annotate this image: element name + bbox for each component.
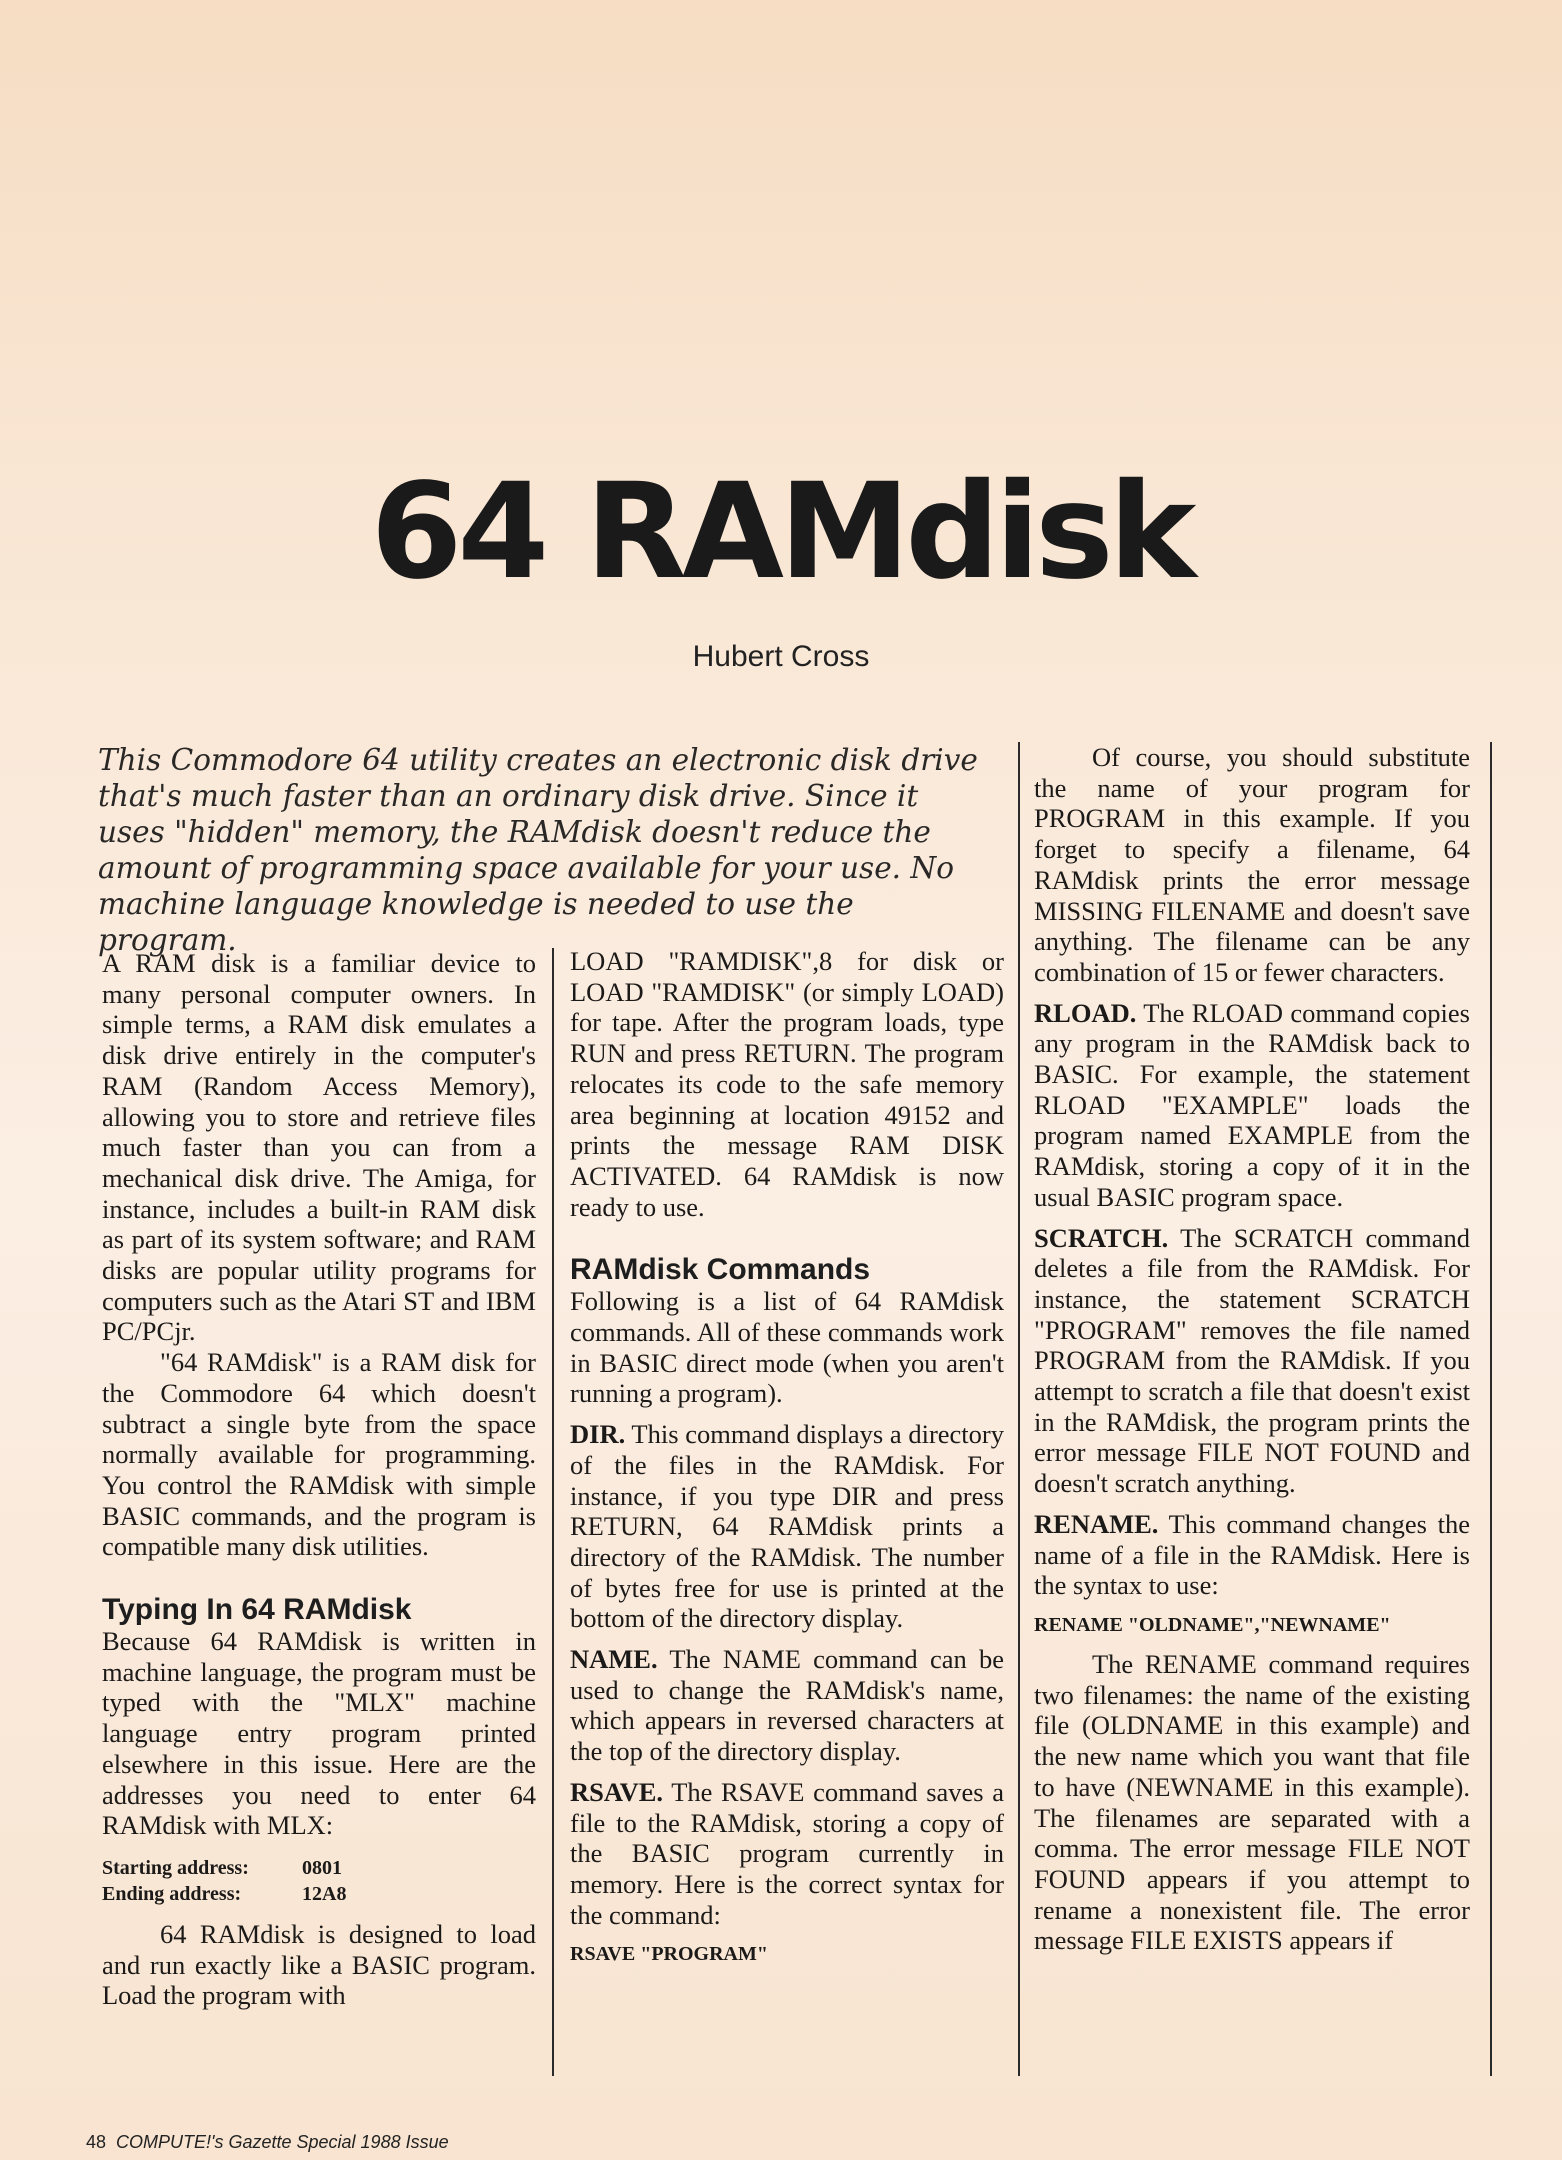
text-column-1 xyxy=(102,948,536,2011)
paragraph: Of course, you should substitute the name of your program for PROGRAM in this example. If you forget to specify a filename, 64 RAMdisk prints the error message MISSING FILENAME and doesn't save anything. The filename can be any combination of 15 or fewer characters. xyxy=(1034,742,1470,987)
command-description: The RLOAD command copies any program in the RAMdisk back to BASIC. For example, the statement RLOAD "EXAMPLE" loads the program named EXAMPLE from the RAMdisk, storing a copy of it in the usual BASIC program space. xyxy=(1034,997,1470,1212)
command-description: This command changes the name of a file in the RAMdisk. Here is the syntax to use: xyxy=(1034,1508,1470,1601)
address-listing xyxy=(102,1855,536,1907)
page-number: 48 xyxy=(86,2132,107,2152)
command-description: This command displays a directory of the files in the RAMdisk. For instance, if you type DIR and press RETURN, 64 RAMdisk prints a directory of the RAMdisk. The number of bytes free for use is printed at the bottom of the directory display. xyxy=(570,1419,1004,1634)
command-keyword: NAME. xyxy=(570,1644,658,1675)
command-keyword: RSAVE. xyxy=(570,1776,664,1807)
command-description: The SCRATCH command deletes a file from the RAMdisk. For instance, the statement SCRATCH "PROGRAM" removes the file named PROGRAM from the RAMdisk. If you attempt to scratch a file that doesn't exist in the RAMdisk, the program prints the error message FILE NOT FOUND and doesn't scratch anything. xyxy=(1034,1222,1470,1499)
code-example-rename: RENAME "OLDNAME","NEWNAME" xyxy=(1034,1613,1391,1636)
paragraph: LOAD "RAMDISK",8 for disk or LOAD "RAMDISK" (or simply LOAD) for tape. After the program loads, type RUN and press RETURN. The program relocates its code to the safe memory area beginning at location 49152 and prints the message RAM DISK ACTIVATED. 64 RAMdisk is now ready to use. xyxy=(570,946,1004,1222)
section-heading-typing: Typing In 64 RAMdisk xyxy=(102,1593,412,1627)
column-divider-1 xyxy=(552,948,554,2076)
command-dir xyxy=(570,1419,1004,1634)
starting-address-label: Starting address: xyxy=(102,1856,249,1879)
command-keyword: DIR. xyxy=(570,1419,626,1450)
article-title: 64 RAMdisk xyxy=(370,455,1192,609)
publication-name: COMPUTE!'s Gazette Special 1988 Issue xyxy=(116,2132,449,2152)
starting-address-value: 0801 xyxy=(302,1856,342,1879)
paragraph: "64 RAMdisk" is a RAM disk for the Commodore 64 which doesn't subtract a single byte from the space normally available for programming. You control the RAMdisk with simple BASIC commands, and the program is compatible many disk utilities. xyxy=(102,1347,536,1562)
code-example-rsave: RSAVE "PROGRAM" xyxy=(570,1943,768,1966)
column-divider-3 xyxy=(1490,742,1492,2076)
author-byline: Hubert Cross xyxy=(692,640,870,673)
command-rsave xyxy=(570,1777,1004,1931)
command-keyword: SCRATCH. xyxy=(1034,1222,1169,1253)
section-heading-commands: RAMdisk Commands xyxy=(570,1253,871,1287)
paragraph: 64 RAMdisk is designed to load and run exactly like a BASIC program. Load the program with xyxy=(102,1918,536,2011)
paragraph: A RAM disk is a familiar device to many personal computer owners. In simple terms, a RAM disk emulates a disk drive entirely in the computer's RAM (Random Access Memory), allowing you to store and retrieve files much faster than you can from a mechanical disk drive. The Amiga, for instance, includes a built-in RAM disk as part of its system software; and RAM disks are popular utility programs for computers such as the Atari ST and IBM PC/PCjr. xyxy=(102,948,536,1347)
ending-address-value: 12A8 xyxy=(302,1882,347,1905)
page-footer xyxy=(86,2132,449,2153)
command-rename xyxy=(1034,1509,1470,1601)
command-description: The RSAVE command saves a file to the RAMdisk, storing a copy of the BASIC program currently in memory. Here is the correct syntax for the command: xyxy=(570,1776,1004,1930)
text-column-3 xyxy=(1034,742,1470,1956)
column-divider-2 xyxy=(1018,742,1020,2076)
text-column-2 xyxy=(570,946,1004,1978)
command-keyword: RLOAD. xyxy=(1034,997,1137,1028)
article-intro: This Commodore 64 utility creates an electronic disk drive that's much faster than an ordinary disk drive. Since it uses "hidden" memory, the RAMdisk doesn't reduce the amount of programming space available for your use. No machine language knowledge is needed to use the program. xyxy=(98,743,978,957)
paragraph: Because 64 RAMdisk is written in machine language, the program must be typed with the "MLX" machine language entry program printed elsewhere in this issue. Here are the addresses you need to enter 64 RAMdisk with MLX: xyxy=(102,1626,536,1841)
command-scratch xyxy=(1034,1223,1470,1499)
command-keyword: RENAME. xyxy=(1034,1508,1159,1539)
paragraph: The RENAME command requires two filenames: the name of the existing file (OLDNAME in this example) and the new name which you want that file to have (NEWNAME in this example). The filenames are separated with a comma. The error message FILE NOT FOUND appears if you attempt to rename a nonexistent file. The error message FILE EXISTS appears if xyxy=(1034,1648,1470,1956)
command-name xyxy=(570,1644,1004,1767)
paragraph: Following is a list of 64 RAMdisk commands. All of these commands work in BASIC direct mode (when you aren't running a program). xyxy=(570,1286,1004,1409)
command-rload xyxy=(1034,998,1470,1213)
command-description: The NAME command can be used to change the RAMdisk's name, which appears in reversed characters at the top of the directory display. xyxy=(570,1644,1004,1767)
ending-address-label: Ending address: xyxy=(102,1882,242,1905)
